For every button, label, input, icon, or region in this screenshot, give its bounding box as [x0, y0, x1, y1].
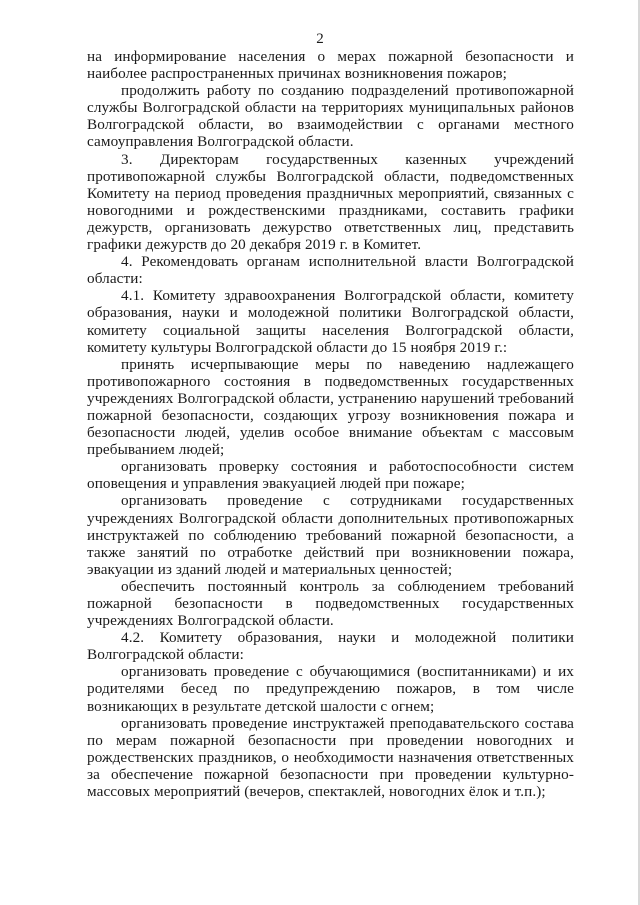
- paragraph: принять исчерпывающие меры по наведению надлежащего противопожарного состояния в подведомственных государственных учреждениях Волгоградской области, устранению нарушений требований пожарной безопасности, создающих угрозу возникновения пожара и безопасности людей, уделив особое внимание объектам с массовым пребыванием людей;: [87, 355, 574, 459]
- page-number: 2: [316, 31, 324, 47]
- paragraph: продолжить работу по созданию подразделений противопожарной службы Волгоградской области на территориях муниципальных районов Волгоградской области, во взаимодействии с органами местного самоуправления Волгоградской области.: [87, 82, 574, 151]
- paragraph: 4.1. Комитету здравоохранения Волгоградской области, комитету образования, науки и молодежной политики Волгоградской области, комитету социальной защиты населения Волгоградской области, комитету культуры Волгоградской области до 15 ноября 2019 г.:: [87, 287, 574, 356]
- document-body: [87, 48, 574, 800]
- paragraph: обеспечить постоянный контроль за соблюдением требований пожарной безопасности в подведомственных государственных учреждениях Волгоградской области.: [87, 577, 574, 630]
- paragraph: 4.2. Комитету образования, науки и молодежной политики Волгоградской области:: [87, 629, 574, 664]
- paragraph: организовать проведение с обучающимися (воспитанниками) и их родителями бесед по предупреждению пожаров, в том числе возникающих в результате детской шалости с огнем;: [87, 663, 574, 715]
- paragraph: организовать проведение инструктажей преподавательского состава по мерам пожарной безопасности при проведении новогодних и рождественских праздников, о необходимости назначения ответственных за обеспечение пожарной безопасности при проведении культурно-массовых мероприятий (вечеров, спектаклей, новогодних ёлок и т.п.);: [87, 714, 574, 801]
- paragraph: 4. Рекомендовать органам исполнительной власти Волгоградской области:: [87, 253, 574, 288]
- paragraph: 3. Директорам государственных казенных учреждений противопожарной службы Волгоградской области, подведомственных Комитету на период проведения праздничных мероприятий, связанных с новогодними и рождественскими праздниками, составить графики дежурств, организовать дежурство ответственных лиц, представить графики дежурств до 20 декабря 2019 г. в Комитет.: [87, 150, 574, 254]
- paragraph: организовать проверку состояния и работоспособности систем оповещения и управления эвакуацией людей при пожаре;: [87, 458, 574, 493]
- paragraph: на информирование населения о мерах пожарной безопасности и наиболее распространенных причинах возникновения пожаров;: [87, 48, 574, 83]
- paragraph: организовать проведение с сотрудниками государственных учреждениях Волгоградской области дополнительных противопожарных инструктажей по соблюдению требований пожарной безопасности, а также занятий по отработке действий при возникновении пожара, эвакуации из зданий людей и материальных ценностей;: [87, 492, 574, 578]
